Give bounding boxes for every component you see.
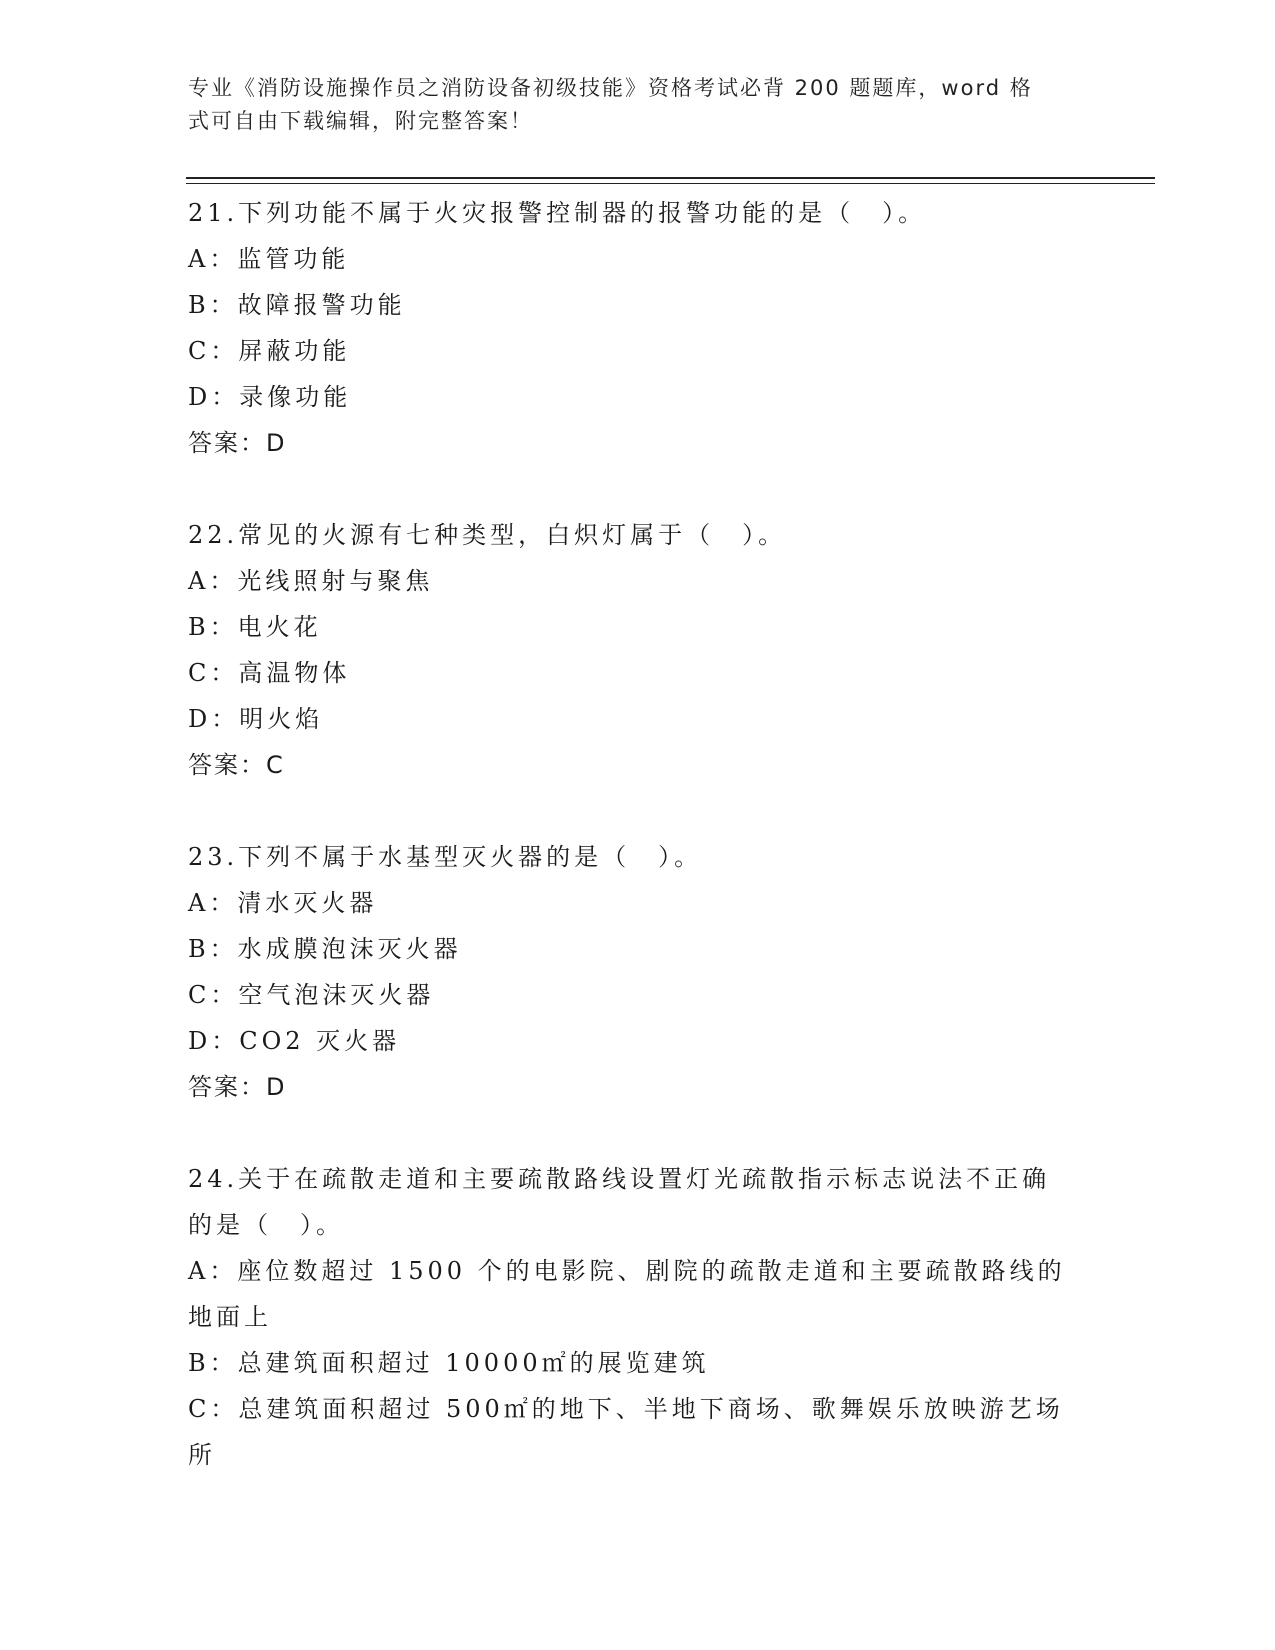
answer-line: 答案：D — [188, 1073, 287, 1101]
document-header — [188, 72, 1068, 138]
question-gap — [188, 1110, 1088, 1156]
question-stem: 21.下列功能不属于火灾报警控制器的报警功能的是（ ）。 — [188, 199, 927, 227]
question-22 — [188, 512, 1088, 788]
header-line-1: 专业《消防设施操作员之消防设备初级技能》资格考试必背 200 题题库，word 格 — [188, 76, 1033, 100]
option-c-continued: 所 — [188, 1441, 216, 1469]
option-c: C：空气泡沫灭火器 — [188, 981, 435, 1009]
option-a-continued: 地面上 — [188, 1303, 272, 1331]
option-c: C：总建筑面积超过 500㎡的地下、半地下商场、歌舞娱乐放映游艺场 — [188, 1395, 1064, 1423]
option-b: B：故障报警功能 — [188, 291, 406, 319]
option-a: A：光线照射与聚焦 — [188, 567, 434, 595]
option-a: A：监管功能 — [188, 245, 350, 273]
option-d: D：CO2 灭火器 — [188, 1027, 401, 1055]
question-list — [188, 190, 1088, 1478]
option-c: C：高温物体 — [188, 659, 351, 687]
option-d: D：录像功能 — [188, 383, 352, 411]
question-stem: 24.关于在疏散走道和主要疏散路线设置灯光疏散指示标志说法不正确 — [188, 1165, 1051, 1193]
answer-line: 答案：D — [188, 429, 287, 457]
option-b: B：电火花 — [188, 613, 322, 641]
answer-line: 答案：C — [188, 751, 285, 779]
header-rule-thick — [186, 177, 1155, 179]
question-gap — [188, 788, 1088, 834]
option-b: B：水成膜泡沫灭火器 — [188, 935, 462, 963]
question-21 — [188, 190, 1088, 466]
option-d: D：明火焰 — [188, 705, 324, 733]
question-23 — [188, 834, 1088, 1110]
option-c: C：屏蔽功能 — [188, 337, 351, 365]
question-stem: 23.下列不属于水基型灭火器的是（ ）。 — [188, 843, 703, 871]
option-a: A：清水灭火器 — [188, 889, 378, 917]
question-gap — [188, 466, 1088, 512]
option-a: A：座位数超过 1500 个的电影院、剧院的疏散走道和主要疏散路线的 — [188, 1257, 1066, 1285]
question-stem-continued: 的是（ ）。 — [188, 1211, 344, 1239]
header-line-2: 式可自由下载编辑，附完整答案！ — [188, 109, 533, 133]
question-stem: 22.常见的火源有七种类型，白炽灯属于（ ）。 — [188, 521, 787, 549]
option-b: B：总建筑面积超过 10000㎡的展览建筑 — [188, 1349, 710, 1377]
question-24 — [188, 1156, 1088, 1478]
header-rule-thin — [186, 183, 1155, 184]
